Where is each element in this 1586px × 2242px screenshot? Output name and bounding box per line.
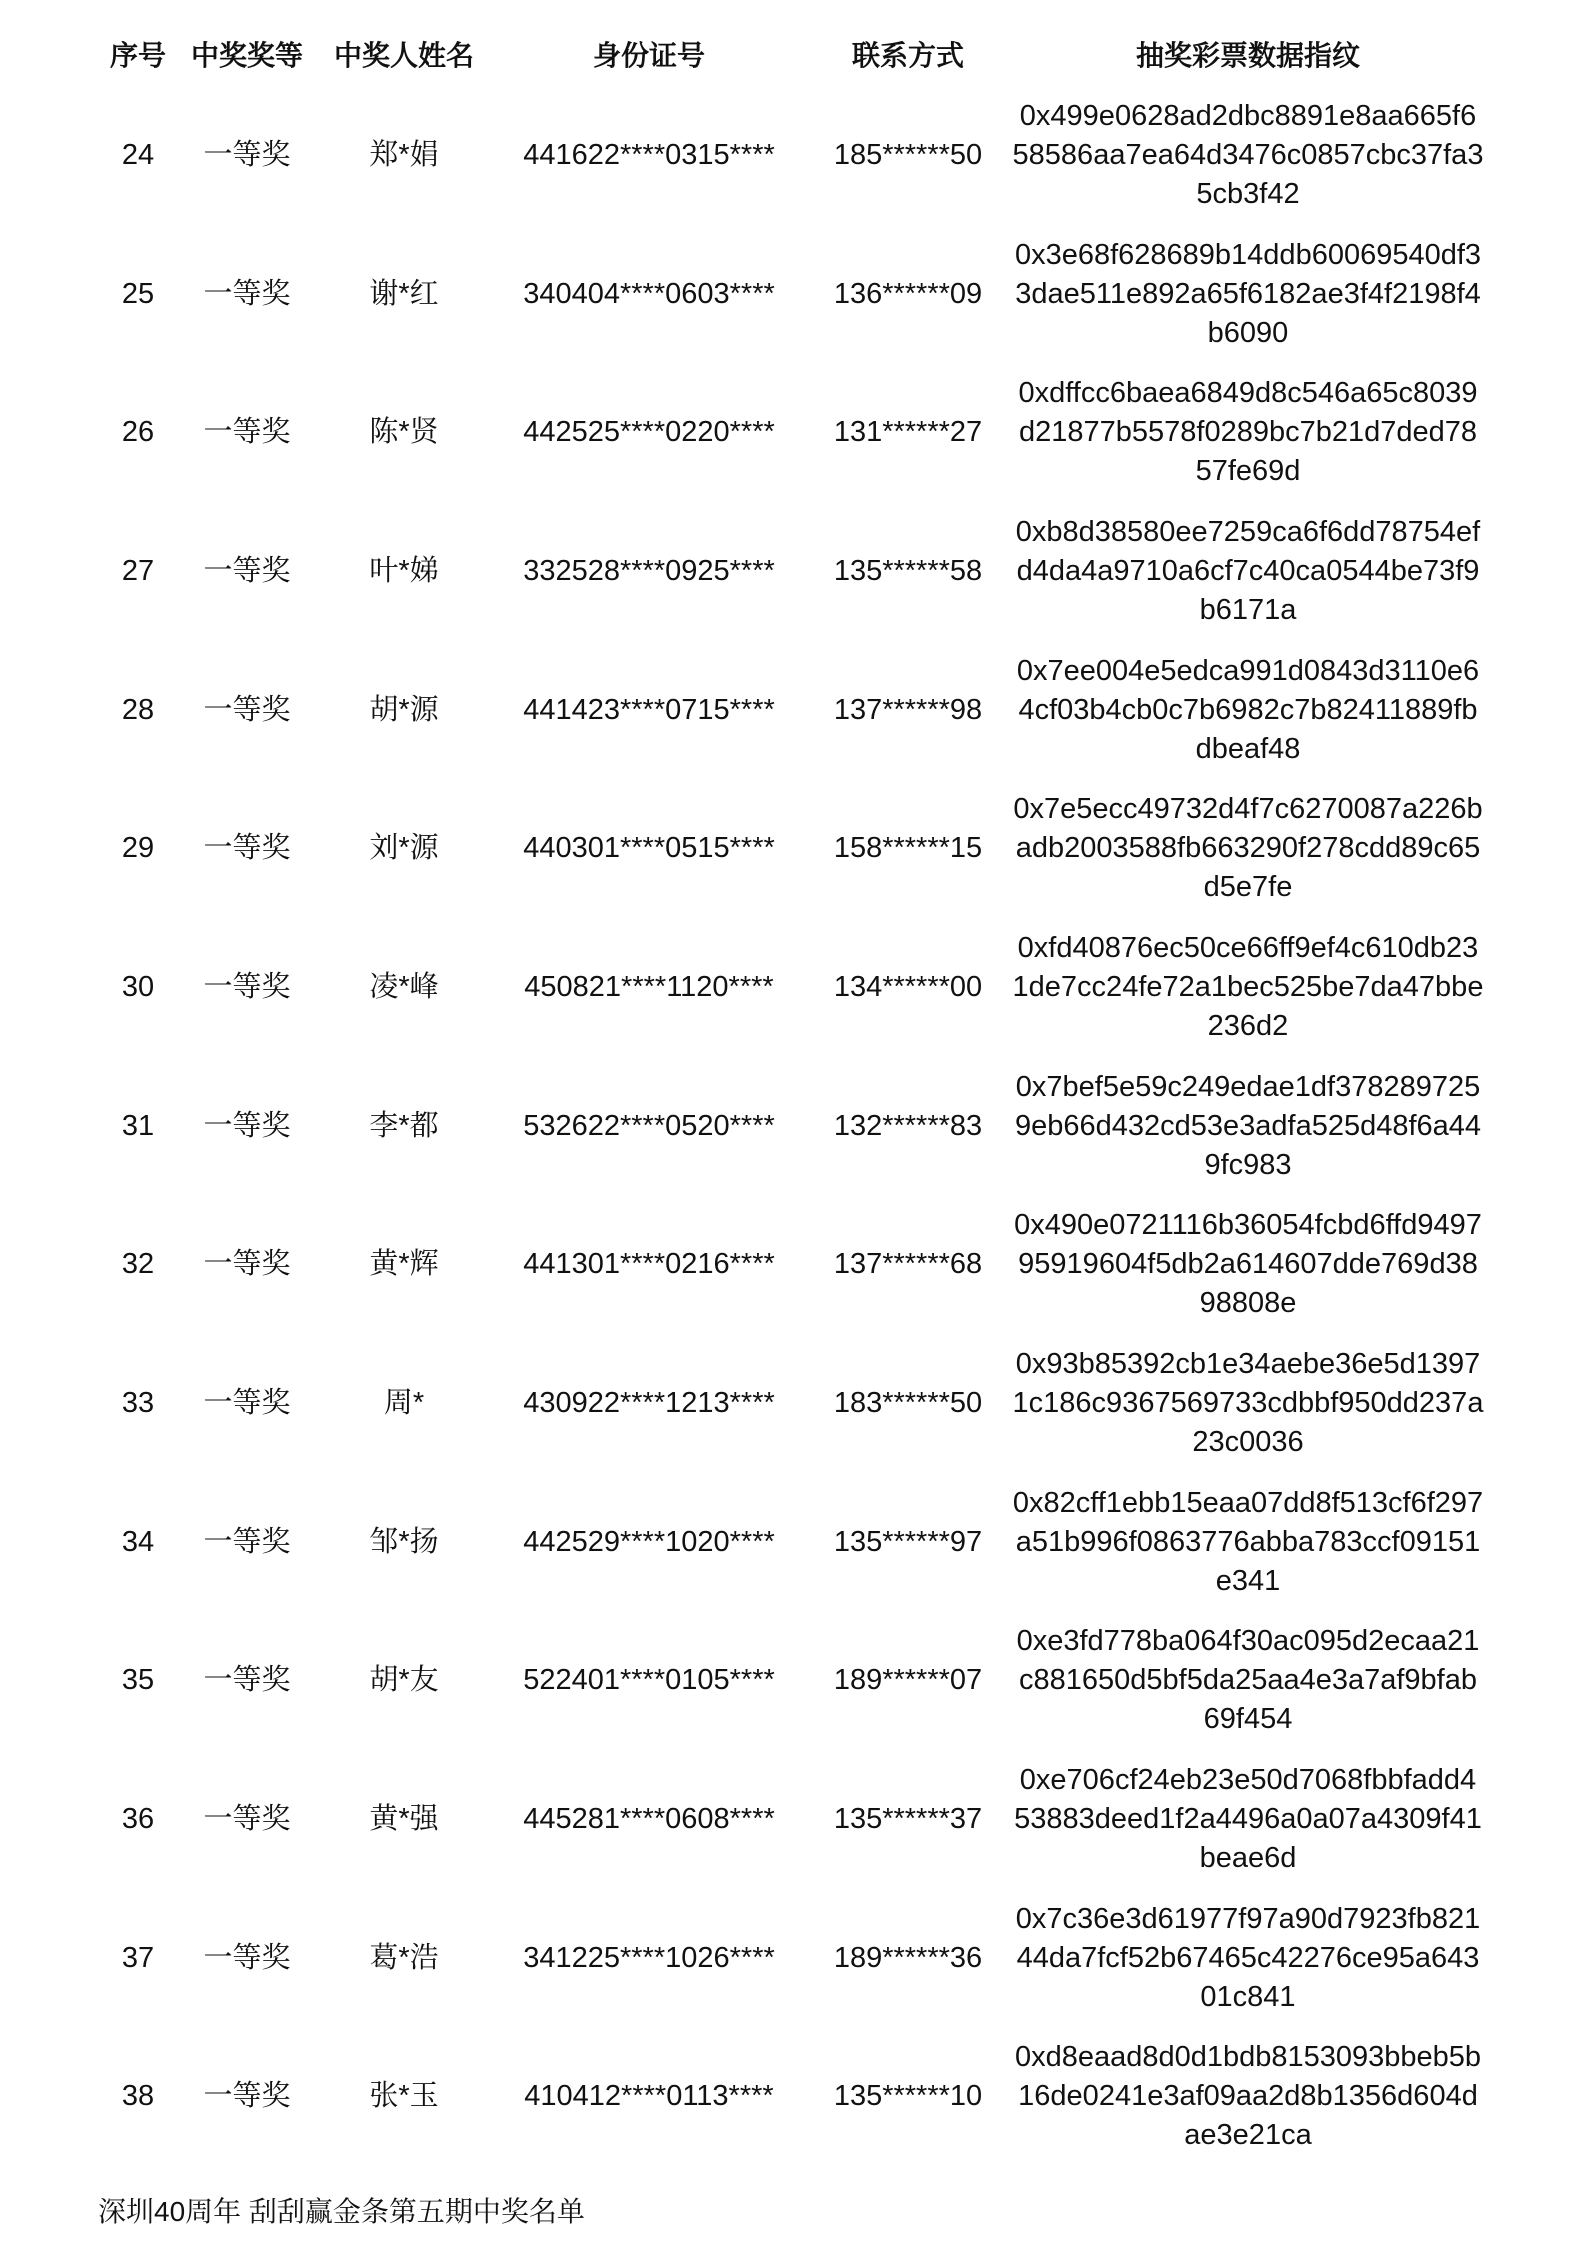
row-fingerprint-cell <box>1010 1750 1486 1889</box>
row-winner-name: 郑*娟 <box>369 138 439 171</box>
row-fingerprint-cell <box>1010 1473 1486 1612</box>
table-row <box>0 225 1586 364</box>
row-id-number: 332528****0925**** <box>523 554 775 587</box>
row-fingerprint: 0x7e5ecc49732d4f7c6270087a226badb2003588fb663290f278cdd89c65d5e7fe <box>1013 793 1483 904</box>
row-id-number: 430922****1213**** <box>523 1387 775 1420</box>
row-seq: 34 <box>121 1525 155 1558</box>
table-header <box>0 20 1586 90</box>
row-prize-level: 一等奖 <box>203 1664 291 1697</box>
row-id-number: 440301****0515**** <box>523 832 775 865</box>
table-row <box>0 1473 1586 1612</box>
table-row <box>0 918 1586 1057</box>
row-contact: 137******68 <box>833 1248 983 1281</box>
row-seq: 38 <box>121 2080 155 2113</box>
row-winner-name: 周* <box>383 1387 425 1420</box>
row-id-number: 340404****0603**** <box>523 277 775 310</box>
row-prize-level: 一等奖 <box>203 2080 291 2113</box>
row-contact: 135******10 <box>833 2080 983 2113</box>
row-id-number: 522401****0105**** <box>523 1664 775 1697</box>
row-winner-name: 李*都 <box>369 1109 439 1142</box>
row-seq: 26 <box>121 416 155 449</box>
row-seq: 25 <box>121 277 155 310</box>
header-contact: 联系方式 <box>851 39 964 71</box>
table-row <box>0 1612 1586 1751</box>
row-contact: 135******37 <box>833 1803 983 1836</box>
row-fingerprint: 0x7bef5e59c249edae1df3782897259eb66d432cd53e3adfa525d48f6a449fc983 <box>1014 1070 1482 1181</box>
row-fingerprint: 0x93b85392cb1e34aebe36e5d13971c186c9367569733cdbbf950dd237a23c0036 <box>1012 1348 1484 1459</box>
row-fingerprint: 0xe706cf24eb23e50d7068fbbfadd453883deed1f2a4496a0a07a4309f41beae6d <box>1014 1764 1482 1875</box>
row-winner-name: 胡*友 <box>369 1664 439 1697</box>
header-fingerprint: 抽奖彩票数据指纹 <box>1135 39 1360 71</box>
row-seq: 28 <box>121 693 155 726</box>
row-fingerprint-cell <box>1010 2028 1486 2167</box>
header-id-number: 身份证号 <box>592 39 705 71</box>
row-seq: 31 <box>121 1109 155 1142</box>
row-id-number: 441622****0315**** <box>523 138 775 171</box>
header-seq: 序号 <box>109 39 166 71</box>
row-winner-name: 邹*扬 <box>369 1525 439 1558</box>
row-fingerprint-cell <box>1010 1334 1486 1473</box>
row-fingerprint: 0xd8eaad8d0d1bdb8153093bbeb5b16de0241e3af09aa2d8b1356d604dae3e21ca <box>1014 2041 1482 2152</box>
page-footer-caption: 深圳40周年 刮刮赢金条第五期中奖名单 <box>98 2196 585 2227</box>
row-id-number: 450821****1120**** <box>524 970 774 1003</box>
row-contact: 189******36 <box>833 1941 983 1974</box>
table-row <box>0 2028 1586 2167</box>
table-row <box>0 1750 1586 1889</box>
row-winner-name: 张*玉 <box>369 2080 439 2113</box>
row-prize-level: 一等奖 <box>203 277 291 310</box>
row-id-number: 441301****0216**** <box>523 1248 775 1281</box>
row-seq: 33 <box>121 1387 155 1420</box>
table-row <box>0 1334 1586 1473</box>
row-id-number: 442525****0220**** <box>523 416 775 449</box>
row-fingerprint-cell <box>1010 641 1486 780</box>
row-fingerprint: 0xdffcc6baea6849d8c546a65c8039d21877b5578f0289bc7b21d7ded7857fe69d <box>1018 377 1478 488</box>
row-winner-name: 胡*源 <box>369 693 439 726</box>
row-seq: 24 <box>121 138 155 171</box>
row-seq: 35 <box>121 1664 155 1697</box>
row-fingerprint-cell <box>1010 1889 1486 2028</box>
header-winner-name: 中奖人姓名 <box>333 39 474 71</box>
row-prize-level: 一等奖 <box>203 1109 291 1142</box>
row-fingerprint: 0xb8d38580ee7259ca6f6dd78754efd4da4a9710a6cf7c40ca0544be73f9b6171a <box>1015 515 1481 626</box>
row-seq: 32 <box>121 1248 155 1281</box>
row-prize-level: 一等奖 <box>203 1387 291 1420</box>
row-seq: 37 <box>121 1941 155 1974</box>
row-prize-level: 一等奖 <box>203 1803 291 1836</box>
row-winner-name: 葛*浩 <box>369 1941 439 1974</box>
table-row <box>0 363 1586 502</box>
row-prize-level: 一等奖 <box>203 416 291 449</box>
row-fingerprint: 0x7c36e3d61977f97a90d7923fb82144da7fcf52b67465c42276ce95a64301c841 <box>1015 1902 1481 2013</box>
row-fingerprint-cell <box>1010 225 1486 364</box>
row-fingerprint: 0x490e0721116b36054fcbd6ffd949795919604f5db2a614607dde769d3898808e <box>1014 1209 1482 1320</box>
row-fingerprint: 0x7ee004e5edca991d0843d3110e64cf03b4cb0c7b6982c7b82411889fbdbeaf48 <box>1016 654 1480 765</box>
row-prize-level: 一等奖 <box>203 1525 291 1558</box>
row-fingerprint: 0x499e0628ad2dbc8891e8aa665f658586aa7ea64d3476c0857cbc37fa35cb3f42 <box>1012 99 1484 210</box>
table-row <box>0 1196 1586 1335</box>
row-contact: 136******09 <box>833 277 983 310</box>
row-fingerprint: 0xfd40876ec50ce66ff9ef4c610db231de7cc24fe72a1bec525be7da47bbe236d2 <box>1012 931 1484 1042</box>
row-contact: 158******15 <box>833 832 983 865</box>
row-prize-level: 一等奖 <box>203 970 291 1003</box>
row-id-number: 410412****0113**** <box>524 2080 774 2113</box>
row-id-number: 441423****0715**** <box>523 693 775 726</box>
row-prize-level: 一等奖 <box>203 138 291 171</box>
row-contact: 135******97 <box>833 1525 983 1558</box>
header-prize-level: 中奖奖等 <box>190 39 303 71</box>
row-winner-name: 黄*辉 <box>369 1248 439 1281</box>
row-fingerprint-cell <box>1010 502 1486 641</box>
row-seq: 36 <box>121 1803 155 1836</box>
row-seq: 29 <box>121 832 155 865</box>
row-winner-name: 凌*峰 <box>369 970 439 1003</box>
row-id-number: 445281****0608**** <box>523 1803 775 1836</box>
row-prize-level: 一等奖 <box>203 1941 291 1974</box>
row-winner-name: 黄*强 <box>369 1803 439 1836</box>
table-row <box>0 502 1586 641</box>
row-fingerprint: 0xe3fd778ba064f30ac095d2ecaa21c881650d5bf5da25aa4e3a7af9bfab69f454 <box>1016 1625 1480 1736</box>
table-row <box>0 641 1586 780</box>
row-contact: 132******83 <box>833 1109 983 1142</box>
row-id-number: 532622****0520**** <box>523 1109 775 1142</box>
row-prize-level: 一等奖 <box>203 832 291 865</box>
row-winner-name: 陈*贤 <box>369 416 439 449</box>
row-contact: 137******98 <box>833 693 983 726</box>
row-contact: 185******50 <box>833 138 983 171</box>
row-prize-level: 一等奖 <box>203 554 291 587</box>
row-winner-name: 叶*娣 <box>369 554 439 587</box>
winners-table-body <box>0 86 1586 2166</box>
row-contact: 134******00 <box>833 970 983 1003</box>
row-contact: 135******58 <box>833 554 983 587</box>
row-prize-level: 一等奖 <box>203 693 291 726</box>
row-seq: 27 <box>121 554 155 587</box>
row-fingerprint: 0x82cff1ebb15eaa07dd8f513cf6f297a51b996f0863776abba783ccf09151e341 <box>1012 1486 1484 1597</box>
row-winner-name: 刘*源 <box>369 832 439 865</box>
table-row <box>0 1889 1586 2028</box>
row-contact: 183******50 <box>833 1387 983 1420</box>
row-contact: 189******07 <box>833 1664 983 1697</box>
row-id-number: 442529****1020**** <box>523 1525 775 1558</box>
row-id-number: 341225****1026**** <box>523 1941 775 1974</box>
row-fingerprint-cell <box>1010 86 1486 225</box>
table-row <box>0 1057 1586 1196</box>
row-fingerprint-cell <box>1010 1057 1486 1196</box>
row-contact: 131******27 <box>833 416 983 449</box>
row-fingerprint-cell <box>1010 1196 1486 1335</box>
table-row <box>0 779 1586 918</box>
row-seq: 30 <box>121 970 155 1003</box>
row-fingerprint-cell <box>1010 363 1486 502</box>
row-fingerprint: 0x3e68f628689b14ddb60069540df33dae511e892a65f6182ae3f4f2198f4b6090 <box>1014 238 1482 349</box>
table-row <box>0 86 1586 225</box>
row-winner-name: 谢*红 <box>369 277 439 310</box>
row-fingerprint-cell <box>1010 1612 1486 1751</box>
row-prize-level: 一等奖 <box>203 1248 291 1281</box>
row-fingerprint-cell <box>1010 779 1486 918</box>
row-fingerprint-cell <box>1010 918 1486 1057</box>
